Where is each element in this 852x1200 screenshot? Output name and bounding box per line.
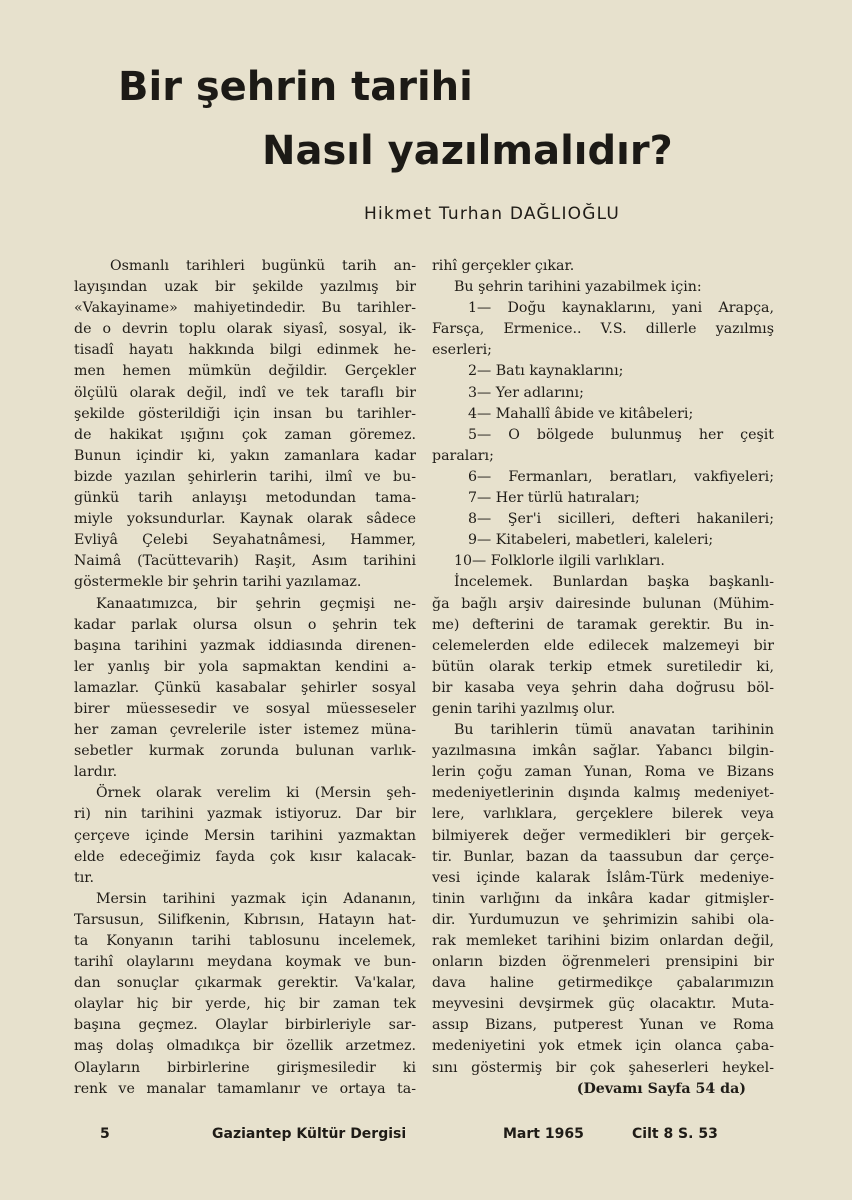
text-line: lardır. bbox=[74, 764, 118, 781]
list-item: 10— Folklorle ilgili varlıkları. bbox=[454, 553, 665, 570]
text-line: kadar parlak olursa olsun o şehrin tek bbox=[74, 616, 416, 633]
text-line: maş dolaş olmadıkça bir özellik arzetmez. bbox=[74, 1038, 416, 1055]
footer-magazine-name: Gaziantep Kültür Dergisi bbox=[212, 1126, 407, 1142]
text-line: miyle yoksundurlar. Kaynak olarak sâdece bbox=[74, 511, 416, 528]
article-title-line-2: Nasıl yazılmalıdır? bbox=[262, 128, 673, 174]
text-line: tinin varlığını da inkâra kadar gitmişler- bbox=[432, 890, 774, 907]
text-line: rak memleket tarihini bizim onlardan değil, bbox=[432, 933, 774, 949]
footer-volume: Cilt 8 S. 53 bbox=[632, 1126, 718, 1142]
author-byline: Hikmet Turhan DAĞLIOĞLU bbox=[364, 204, 621, 224]
text-line: sını göstermiş bir çok şaheserleri heykel- bbox=[432, 1059, 774, 1076]
text-line: genin tarihi yazılmış olur. bbox=[432, 700, 616, 717]
article-title-line-1: Bir şehrin tarihi bbox=[118, 64, 473, 110]
text-line: başına tarihini yazmak iddiasında direnen- bbox=[74, 637, 416, 654]
text-line: de hakikat ışığını çok zaman göremez. bbox=[74, 426, 416, 443]
text-line: tir. Bunlar, bazan da taassubun dar çerçe- bbox=[432, 848, 774, 865]
text-line: de o devrin toplu olarak siyasî, sosyal, ik- bbox=[74, 321, 416, 338]
text-line: eserleri; bbox=[432, 342, 492, 359]
text-line: paraları; bbox=[432, 447, 494, 464]
list-item: 6— Fermanları, beratları, vakfiyeleri; bbox=[468, 468, 774, 485]
text-line: tır. bbox=[74, 869, 94, 886]
list-item: 1— Doğu kaynaklarını, yani Arapça, bbox=[468, 300, 774, 317]
text-line: renk ve manalar tamamlanır ve ortaya ta- bbox=[74, 1080, 416, 1097]
text-line: Kanaatımızca, bir şehrin geçmişi ne- bbox=[96, 595, 416, 612]
list-item: 3— Yer adlarını; bbox=[468, 384, 584, 401]
text-line: lere, varlıklara, gerçeklere bilerek veya bbox=[432, 806, 774, 823]
list-item: 4— Mahallî âbide ve kitâbeleri; bbox=[468, 405, 694, 422]
text-line: Mersin tarihini yazmak için Adananın, bbox=[96, 890, 416, 907]
text-line: şekilde gösterildiği için insan bu tarihler- bbox=[74, 405, 416, 422]
text-line: ğa bağlı arşiv dairesinde bulunan (Mühim- bbox=[432, 595, 774, 612]
text-line: vesi içinde kalarak İslâm-Türk medeniye- bbox=[432, 869, 774, 886]
text-line: ri) nin tarihini yazmak istiyoruz. Dar bir bbox=[74, 806, 416, 823]
list-item: 7— Her türlü hatıraları; bbox=[468, 490, 640, 507]
text-line: çerçeve içinde Mersin tarihini yazmaktan bbox=[74, 827, 416, 844]
list-item: 2— Batı kaynaklarını; bbox=[468, 363, 624, 380]
text-line: Tarsusun, Silifkenin, Kıbrısın, Hatayın hat- bbox=[74, 911, 416, 928]
text-line: Bu tarihlerin tümü anavatan tarihinin bbox=[454, 722, 774, 739]
text-line: medeniyetlerinin dışında kalmış medeniyet- bbox=[432, 785, 774, 802]
text-line: meyvesini devşirmek güç olacaktır. Muta- bbox=[432, 996, 774, 1013]
text-line: onların bizden öğrenmeleri prensipini bir bbox=[432, 954, 774, 971]
text-line: rihî gerçekler çıkar. bbox=[432, 258, 575, 274]
list-item: 5— O bölgede bulunmuş her çeşit bbox=[468, 426, 774, 443]
text-line: Naimâ (Tacüttevarih) Raşit, Asım tarihini bbox=[74, 553, 416, 570]
text-line: lamazlar. Çünkü kasabalar şehirler sosyal bbox=[74, 679, 416, 696]
text-line: bizde yazılan şehirlerin tarihi, ilmî ve bu- bbox=[74, 468, 416, 485]
text-line: Bunun içindir ki, yakın zamanlara kadar bbox=[74, 447, 416, 464]
text-line: günkü tarih anlayışı metodundan tama- bbox=[74, 490, 416, 507]
text-line: başına geçmez. Olaylar birbirleriyle sar- bbox=[74, 1017, 416, 1034]
text-line: birer müessesedir ve sosyal müesseseler bbox=[74, 700, 416, 717]
right-column bbox=[432, 256, 774, 1100]
text-line: Evliyâ Çelebi Seyahatnâmesi, Hammer, bbox=[74, 532, 416, 549]
text-line: tarihî olaylarını meydana koymak ve bun- bbox=[74, 954, 416, 971]
text-line: medeniyetini yok etmek için olanca çaba- bbox=[432, 1038, 774, 1055]
text-line: Osmanlı tarihleri bugünkü tarih an- bbox=[110, 258, 416, 274]
list-item: 9— Kitabeleri, mabetleri, kaleleri; bbox=[468, 532, 714, 549]
text-line: bütün olarak terkip etmek suretiledir ki, bbox=[432, 658, 774, 675]
text-line: Farsça, Ermenice.. V.S. dillerle yazılmış bbox=[432, 321, 774, 338]
text-line: ta Konyanın tarihi tablosunu incelemek, bbox=[74, 933, 416, 949]
text-line: İncelemek. Bunlardan başka başkanlı- bbox=[454, 574, 774, 591]
text-line: dir. Yurdumuzun ve şehrimizin sahibi ola- bbox=[432, 911, 774, 928]
text-line: Bu şehrin tarihini yazabilmek için: bbox=[454, 279, 702, 296]
footer-page-number: 5 bbox=[100, 1126, 110, 1142]
text-line: me) defterini de taramak gerektir. Bu in- bbox=[432, 616, 774, 633]
text-line: ler yanlış bir yola sapmaktan kendini a- bbox=[74, 658, 416, 675]
text-line: ölçülü olarak değil, indî ve tek taraflı bir bbox=[74, 384, 416, 401]
left-column bbox=[74, 256, 416, 1100]
text-line: elde edeceğimiz fayda çok kısır kalacak- bbox=[74, 848, 416, 865]
footer-date: Mart 1965 bbox=[503, 1126, 584, 1142]
text-line: Örnek olarak verelim ki (Mersin şeh- bbox=[96, 785, 416, 802]
text-line: her zaman çevrelerile ister istemez müna- bbox=[74, 722, 416, 739]
text-line: celemelerden elde edilecek malzemeyi bir bbox=[432, 637, 774, 654]
text-line: men hemen mümkün değildir. Gerçekler bbox=[74, 363, 416, 380]
text-line: layışından uzak bir şekilde yazılmış bir bbox=[74, 279, 416, 296]
text-line: yazılmasına imkân sağlar. Yabancı bilgin- bbox=[432, 743, 774, 760]
text-line: assıp Bizans, putperest Yunan ve Roma bbox=[432, 1017, 774, 1034]
text-line: tisadî hayatı hakkında bilgi edinmek he- bbox=[74, 342, 416, 359]
text-line: göstermekle bir şehrin tarihi yazılamaz. bbox=[74, 574, 362, 591]
continuation-note: (Devamı Sayfa 54 da) bbox=[576, 1080, 746, 1097]
text-line: dava haline getirmedikçe çabalarımızın bbox=[432, 975, 774, 992]
list-item: 8— Şer'i sicilleri, defteri hakanileri; bbox=[468, 511, 774, 528]
text-line: Olayların birbirlerine girişmesiledir ki bbox=[74, 1059, 416, 1076]
text-line: «Vakayiname» mahiyetindedir. Bu tarihler- bbox=[74, 300, 416, 317]
text-line: dan sonuçlar çıkarmak gerektir. Va'kalar, bbox=[74, 975, 416, 992]
text-line: lerin çoğu zaman Yunan, Roma ve Bizans bbox=[432, 764, 774, 781]
text-line: olaylar hiç bir yerde, hiç bir zaman tek bbox=[74, 996, 416, 1013]
text-line: bir kasaba veya şehrin daha doğrusu böl- bbox=[432, 679, 774, 696]
text-line: bilmiyerek değer vermedikleri bir gerçek- bbox=[432, 827, 774, 844]
text-line: sebetler kurmak zorunda bulunan varlık- bbox=[74, 743, 416, 760]
